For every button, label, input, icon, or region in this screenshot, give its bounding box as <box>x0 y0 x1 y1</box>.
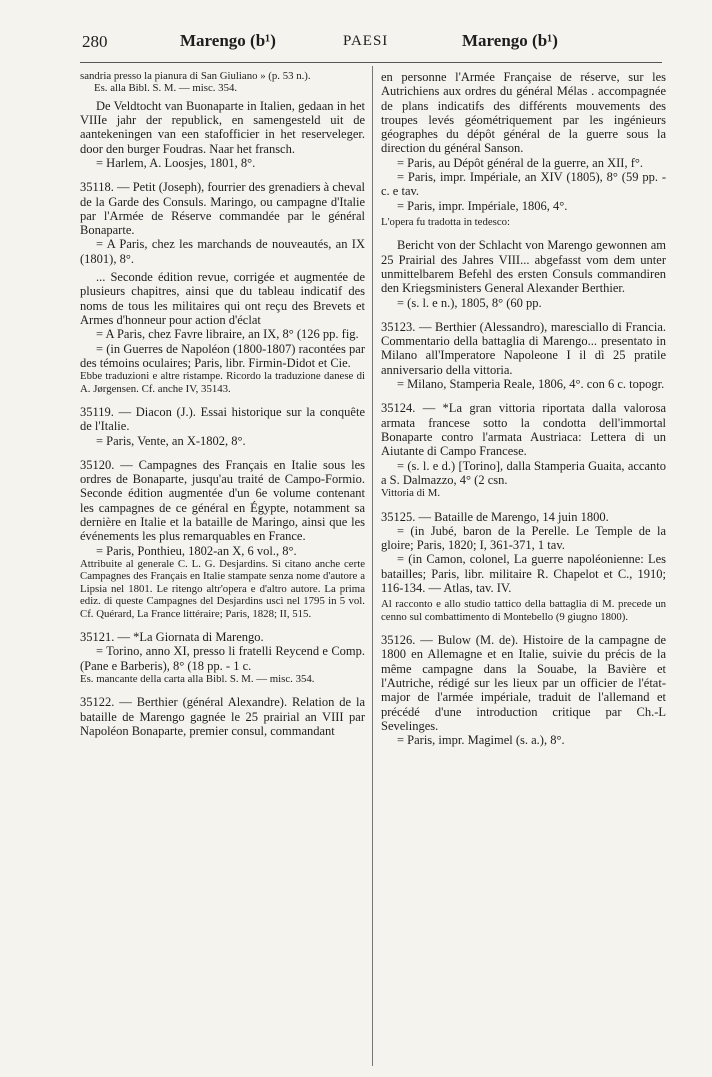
entry-note: Al racconto e allo studio tattico della battaglia di M. precede un cenno sul combattimento di Montebello (9 giugno 1800). <box>381 598 666 623</box>
entry-text: sandria presso la pianura di San Giuliano » (p. 53 n.). <box>80 70 311 82</box>
entry-imprint: = Torino, anno XI, presso li fratelli Reycend e Comp. (Pane e Barberis), 8° (18 pp. - 1 c. <box>80 644 365 673</box>
entry-note: L'opera fu tradotta in tedesco: <box>381 215 511 228</box>
entry-imprint: = Paris, au Dépôt général de la guerre, an XII, f°. <box>397 155 643 170</box>
running-head-left: Marengo (b¹) <box>180 31 276 50</box>
header-rule <box>80 62 662 63</box>
entry-note: Attribuite al generale C. L. G. Desjardins. Si citano anche certe Campagnes des Français en Italie stampate senza nome d'autore a Lipsia nel 1801. Le ritengo altr'opera e d'altro autore. La prima ediz. di queste Campagnes del Desjardins uscì nel 1795 in 5 vol. Cf. Quérard, La France littéraire; Paris, 1828; II, 515. <box>80 557 365 620</box>
entry-note: Es. mancante della carta alla Bibl. S. M. — misc. 354. <box>80 672 315 685</box>
entry-imprint: = Paris, impr. Magimel (s. a.), 8°. <box>397 733 565 748</box>
entry-35123: 35123. — Berthier (Alessandro), maresciallo di Francia. Commentario della battaglia di Marengo... presentato in Milano all'Imperatore Napoleone I il dì 25 pratile anniversario della vittoria. <box>381 319 666 377</box>
entry-imprint: = Paris, Ponthieu, 1802-an X, 6 vol., 8°. <box>96 543 297 558</box>
entry-imprint: = A Paris, chez les marchands de nouveautés, an IX (1801), 8°. <box>80 237 365 266</box>
entry-imprint: = (in Guerres de Napoléon (1800-1807) racontées par des témoins oculaires; Paris, libr. Firmin-Didot et Cie. <box>80 341 365 370</box>
entry-imprint: = Paris, Vente, an X-1802, 8°. <box>96 433 246 448</box>
entry-imprint: = Paris, impr. Impériale, 1806, 4°. <box>397 198 568 213</box>
running-head-right: Marengo (b¹) <box>462 31 558 50</box>
running-head-center: PAESI <box>343 33 389 49</box>
entry-35121: 35121. — *La Giornata di Marengo. <box>80 629 264 644</box>
entry-35125: 35125. — Bataille de Marengo, 14 juin 1800. <box>381 509 609 524</box>
entry-35122: 35122. — Berthier (général Alexandre). Relation de la bataille de Marengo gagnée le 25 prairial an VIII par Napoléon Bonaparte, premier consul, commandant <box>80 695 365 738</box>
entry-imprint: = Harlem, A. Loosjes, 1801, 8°. <box>96 156 256 170</box>
column-divider <box>372 66 373 1066</box>
entry-text: en personne l'Armée Française de réserve, sur les Autrichiens aux ordres du général Mélas . accompagnée de plans indicatifs des différents mouvements des troupes levés géométriquement par les ingénieurs géographes du dépôt général de la guerre sous la direction du général Sanson. <box>381 70 666 156</box>
entry-text: De Veldtocht van Buonaparte in Italien, gedaan in het VIIIe jahr der republick, en samengesteld uit de aantekeningen van een stafofficier in het reserveleger. door den burger Foudras. Naar het fransch. <box>80 98 365 156</box>
running-header <box>82 30 662 58</box>
entry-note: Vittoria di M. <box>381 487 441 500</box>
entry-imprint: = Milano, Stamperia Reale, 1806, 4°. con 6 c. topogr. <box>397 377 665 392</box>
right-column <box>381 70 666 748</box>
entry-imprint: = Paris, impr. Impériale, an XIV (1805), 8° (59 pp. - c. e tav. <box>381 170 666 199</box>
entry-imprint: = (s. l. e d.) [Torino], dalla Stamperia Guaita, accanto a S. Dalmazzo, 4° (2 csn. <box>381 458 666 487</box>
entry-35120: 35120. — Campagnes des Français en Italie sous les ordres de Bonaparte, jusqu'au traité de Campo-Formio. Seconde édition augmentée d'un 6e volume contenant les campagnes de ce général en Égypte, notamment sa dernière en Italie et la bataille de Maringo, ainsi que les événements les plus remarquables en France. <box>80 457 365 544</box>
entry-imprint: = (s. l. e n.), 1805, 8° (60 pp. <box>397 295 542 310</box>
entry-35124: 35124. — *La gran vittoria riportata dalla valorosa armata francese sotto la condotta dell'immortal Bonaparte contro l'armata Austriaca: Lettera di un Aiutante di Campo Francese. <box>381 401 666 459</box>
entry-text: Bericht von der Schlacht von Marengo gewonnen am 25 Prairial des Jahres VIII... abgefasst vom dem unter unmittelbarem Befehl des ersten Consuls commandiren den Kriegsministers General Alexander Berthier. <box>381 238 666 296</box>
entry-imprint: = (in Camon, colonel, La guerre napoléonienne: Les batailles; Paris, libr. militaire R. Chapelot et C., 1910; 116-134. — Atlas, tav. IV. <box>381 552 666 596</box>
entry-imprint: = (in Jubé, baron de la Perelle. Le Temple de la gloire; Paris, 1820; I, 361-371, 1 tav. <box>381 523 666 553</box>
entry-note: Es. alla Bibl. S. M. — misc. 354. <box>94 82 238 95</box>
left-column <box>80 70 365 738</box>
entry-35126: 35126. — Bulow (M. de). Histoire de la campagne de 1800 en Allemagne et en Italie, suivie du précis de la même campagne dans la Souabe, la Bavière et l'Autriche, rédigé sur les lieux par un officier de l'état-major de l'armée impériale, traduit de l'allemand et précédé d'une introduction critique par Ch.-L Sevelinges. <box>381 633 666 733</box>
page-number: 280 <box>82 32 108 51</box>
entry-imprint: = A Paris, chez Favre libraire, an IX, 8° (126 pp. fig. <box>96 327 359 342</box>
entry-text: ... Seconde édition revue, corrigée et augmentée de plusieurs chapitres, ainsi que du tableau indicatif des noms de tous les militaires qui ont reçu des Brevets et Armes d'honneur pour action d'éclat <box>80 270 365 327</box>
entry-35118: 35118. — Petit (Joseph), fourrier des grenadiers à cheval de la Garde des Consuls. Maringo, ou campagne d'Italie par l'Armée de Réserve commandée par le général Bonaparte. <box>80 180 365 238</box>
entry-35119: 35119. — Diacon (J.). Essai historique sur la conquête de l'Italie. <box>80 404 365 434</box>
entry-note: Ebbe traduzioni e altre ristampe. Ricordo la traduzione danese di A. Jørgensen. Cf. anche IV, 35143. <box>80 370 365 395</box>
